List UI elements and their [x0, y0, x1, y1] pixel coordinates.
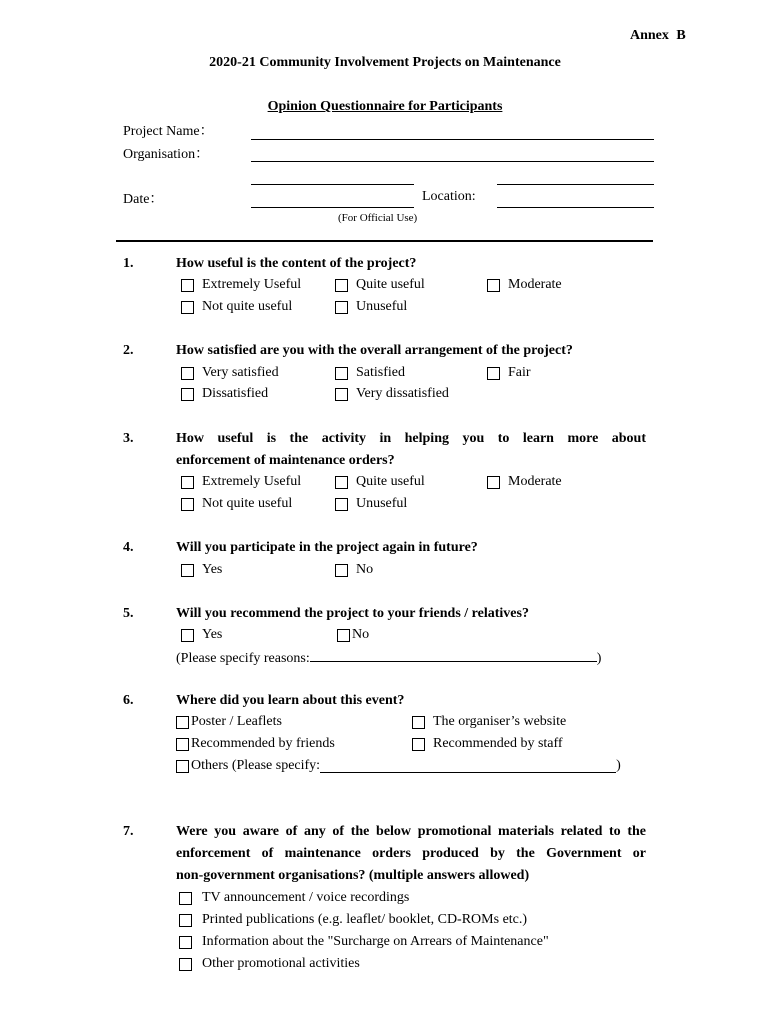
checkbox-square-icon[interactable]: [335, 301, 348, 314]
checkbox-square-icon[interactable]: [487, 367, 500, 380]
option-checkbox[interactable]: [335, 277, 425, 293]
option-label: Extremely Useful: [202, 277, 302, 292]
option-checkbox[interactable]: [335, 496, 407, 512]
checkbox-square-icon[interactable]: [335, 388, 348, 401]
project-name-label: Project Name：: [123, 124, 214, 139]
question-text-continued: non-government organisations? (multiple answers allowed): [176, 868, 530, 883]
others-close: ): [616, 758, 621, 773]
question-number: 7.: [123, 824, 134, 839]
option-label: No: [352, 627, 370, 642]
option-checkbox[interactable]: [181, 474, 301, 490]
reason-input[interactable]: [310, 649, 597, 662]
checkbox-square-icon[interactable]: [181, 476, 194, 489]
checkbox-square-icon[interactable]: [179, 892, 192, 905]
checkbox-square-icon[interactable]: [487, 279, 500, 292]
option-label: Extremely Useful: [202, 474, 302, 489]
option-checkbox[interactable]: [181, 496, 292, 512]
reason-close: ): [596, 651, 602, 666]
option-checkbox[interactable]: [487, 365, 531, 381]
checkbox-square-icon[interactable]: [335, 476, 348, 489]
option-label: Other promotional activities: [202, 956, 360, 971]
checkbox-square-icon[interactable]: [412, 738, 425, 751]
checkbox-square-icon[interactable]: [412, 716, 425, 729]
question-text: Where did you learn about this event?: [176, 693, 405, 708]
checkbox-square-icon[interactable]: [335, 498, 348, 511]
option-checkbox[interactable]: [412, 714, 566, 730]
checkbox-square-icon[interactable]: [335, 367, 348, 380]
checkbox-square-icon[interactable]: [335, 564, 348, 577]
option-label: Unuseful: [356, 299, 408, 314]
option-label: Information about the "Surcharge on Arrears of Maintenance": [202, 934, 549, 949]
option-checkbox[interactable]: [181, 386, 268, 402]
option-label: Yes: [202, 627, 223, 642]
checkbox-square-icon[interactable]: [181, 388, 194, 401]
option-label: Not quite useful: [202, 496, 293, 511]
option-checkbox[interactable]: [179, 890, 409, 906]
organisation-field[interactable]: [251, 161, 654, 162]
option-checkbox[interactable]: [181, 365, 279, 381]
option-label: Not quite useful: [202, 299, 293, 314]
option-checkbox[interactable]: [335, 365, 405, 381]
location-label: Location:: [422, 189, 476, 204]
checkbox-square-icon[interactable]: [179, 914, 192, 927]
checkbox-square-icon[interactable]: [181, 301, 194, 314]
option-checkbox[interactable]: [176, 736, 335, 752]
question-number: 5.: [123, 606, 134, 621]
option-label: TV announcement / voice recordings: [202, 890, 410, 905]
checkbox-square-icon[interactable]: [176, 716, 189, 729]
option-checkbox[interactable]: [335, 562, 373, 578]
question-number: 1.: [123, 256, 134, 271]
option-label: Moderate: [508, 277, 562, 292]
option-label: Moderate: [508, 474, 562, 489]
option-checkbox[interactable]: [176, 714, 282, 730]
option-checkbox[interactable]: [181, 277, 301, 293]
option-label: Recommended by staff: [433, 736, 563, 751]
checkbox-square-icon[interactable]: [181, 629, 194, 642]
question-text-continued: enforcement of maintenance orders produced by the Government or: [176, 846, 646, 861]
question-number: 4.: [123, 540, 134, 555]
location-field-upper-line[interactable]: [497, 184, 654, 185]
option-label: Very satisfied: [202, 365, 279, 380]
option-label: Recommended by friends: [191, 736, 335, 751]
option-label: Printed publications (e.g. leaflet/ booklet, CD-ROMs etc.): [202, 912, 528, 927]
checkbox-square-icon[interactable]: [181, 564, 194, 577]
option-checkbox[interactable]: [487, 277, 562, 293]
option-label: Quite useful: [356, 474, 425, 489]
question-text: How satisfied are you with the overall arrangement of the project?: [176, 343, 573, 358]
option-label: No: [356, 562, 374, 577]
option-checkbox[interactable]: [181, 299, 292, 315]
reason-label: (Please specify reasons:: [176, 651, 310, 666]
question-text: How useful is the content of the project?: [176, 256, 417, 271]
location-field[interactable]: [497, 207, 654, 208]
option-checkbox[interactable]: [487, 474, 562, 490]
option-label: Unuseful: [356, 496, 408, 511]
option-label: The organiser’s website: [433, 714, 567, 729]
document-title: 2020-21 Community Involvement Projects on Maintenance: [209, 55, 561, 70]
organisation-label: Organisation：: [123, 147, 210, 162]
question-text: Were you aware of any of the below promotional materials related to the: [176, 824, 646, 839]
option-label: Others (Please specify:: [191, 758, 321, 773]
checkbox-square-icon[interactable]: [179, 958, 192, 971]
option-label: Yes: [202, 562, 223, 577]
option-checkbox[interactable]: [337, 627, 369, 643]
option-label: Very dissatisfied: [356, 386, 449, 401]
option-checkbox[interactable]: [176, 758, 621, 774]
option-checkbox[interactable]: [335, 474, 425, 490]
question-text: Will you recommend the project to your friends / relatives?: [176, 606, 529, 621]
date-field-upper-line[interactable]: [251, 184, 414, 185]
checkbox-square-icon[interactable]: [181, 498, 194, 511]
option-checkbox[interactable]: [179, 956, 360, 972]
official-use-note: (For Official Use): [338, 212, 418, 224]
checkbox-square-icon[interactable]: [176, 738, 189, 751]
reason-line: [176, 649, 601, 667]
annex-label: Annex B: [630, 28, 686, 43]
question-text: How useful is the activity in helping you to learn more about: [176, 431, 646, 446]
option-checkbox[interactable]: [335, 299, 407, 315]
option-label: Poster / Leaflets: [191, 714, 282, 729]
question-number: 2.: [123, 343, 134, 358]
option-checkbox[interactable]: [181, 562, 222, 578]
checkbox-square-icon[interactable]: [487, 476, 500, 489]
option-checkbox[interactable]: [335, 386, 449, 402]
checkbox-square-icon[interactable]: [176, 760, 189, 773]
option-checkbox[interactable]: [181, 627, 222, 643]
option-checkbox[interactable]: [179, 934, 549, 950]
question-number: 3.: [123, 431, 134, 446]
checkbox-square-icon[interactable]: [181, 367, 194, 380]
option-label: Fair: [508, 365, 531, 380]
option-label: Dissatisfied: [202, 386, 269, 401]
others-specify-input[interactable]: [320, 760, 616, 773]
question-number: 6.: [123, 693, 134, 708]
option-label: Satisfied: [356, 365, 405, 380]
option-label: Quite useful: [356, 277, 425, 292]
section-divider: [116, 240, 653, 242]
checkbox-square-icon[interactable]: [181, 279, 194, 292]
question-text-continued: enforcement of maintenance orders?: [176, 453, 395, 468]
option-checkbox[interactable]: [412, 736, 563, 752]
checkbox-square-icon[interactable]: [335, 279, 348, 292]
date-label: Date：: [123, 192, 164, 207]
questionnaire-subtitle: Opinion Questionnaire for Participants: [267, 99, 503, 114]
option-checkbox[interactable]: [179, 912, 527, 928]
date-field[interactable]: [251, 207, 414, 208]
project-name-field[interactable]: [251, 139, 654, 140]
checkbox-square-icon[interactable]: [337, 629, 350, 642]
checkbox-square-icon[interactable]: [179, 936, 192, 949]
question-text: Will you participate in the project again in future?: [176, 540, 478, 555]
